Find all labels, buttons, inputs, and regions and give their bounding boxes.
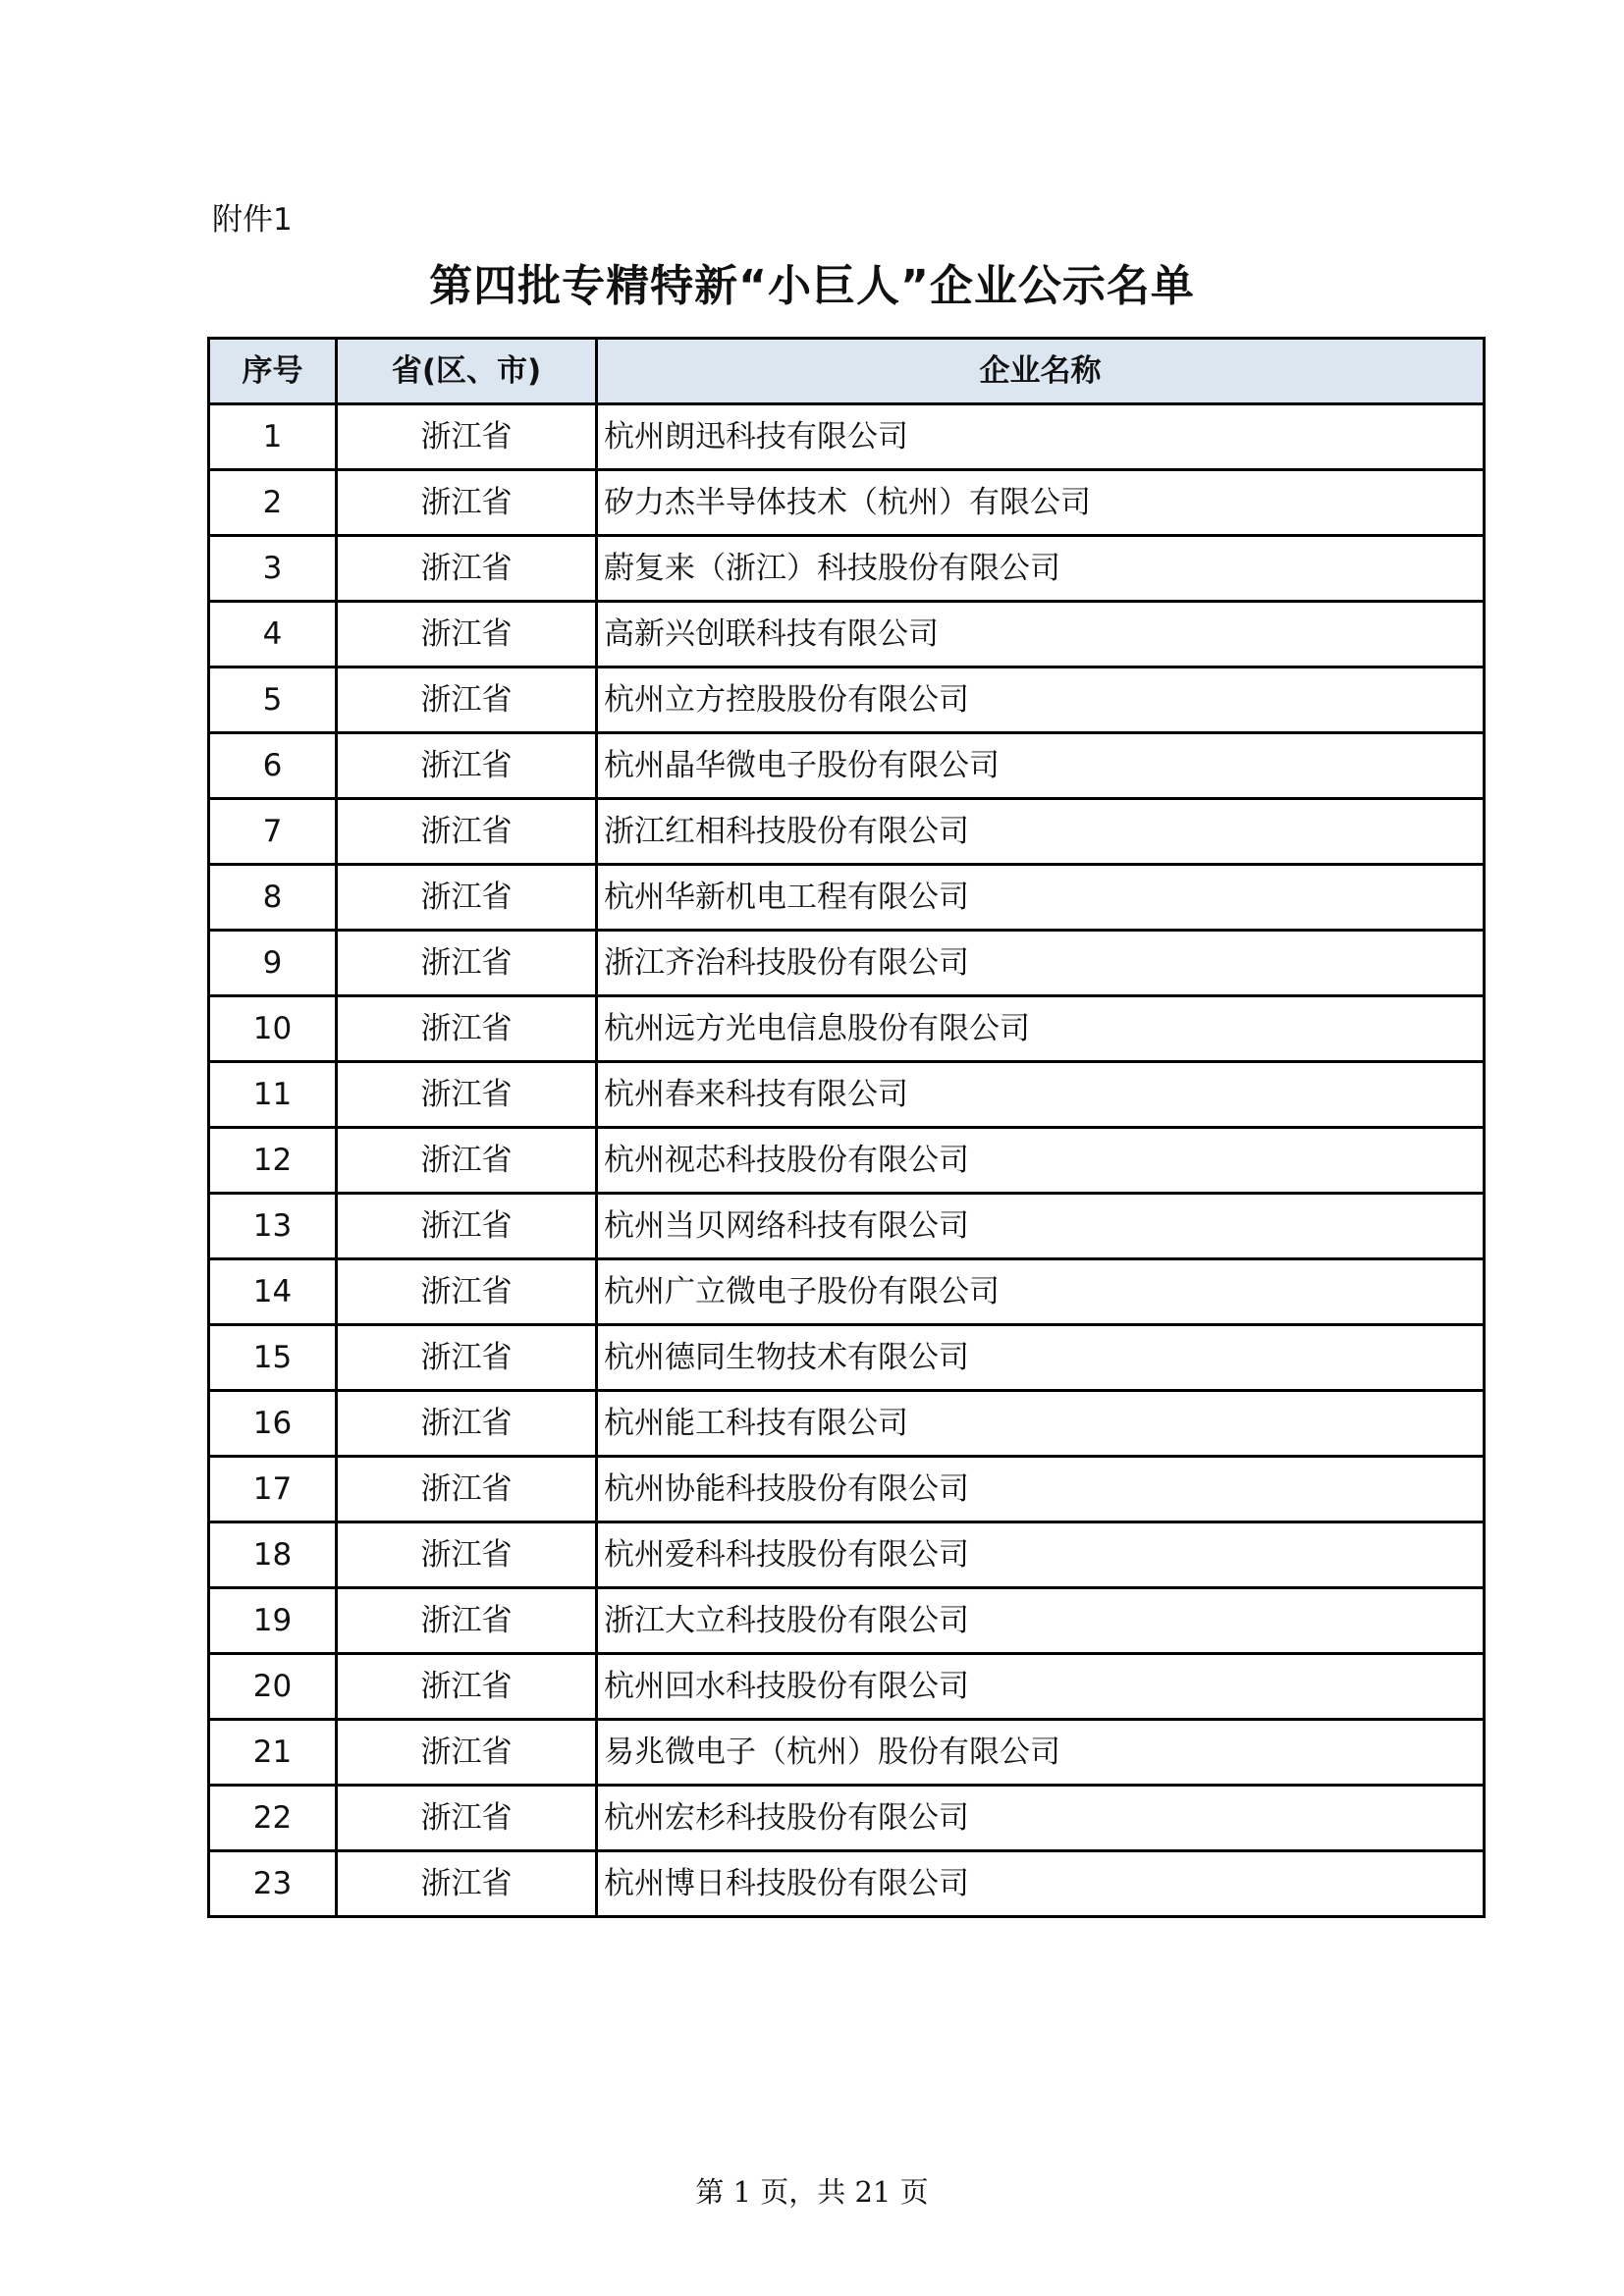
cell-province: 浙江省 xyxy=(337,733,597,799)
cell-serial-number: 11 xyxy=(209,1062,337,1128)
cell-province: 浙江省 xyxy=(337,1522,597,1588)
header-company-name: 企业名称 xyxy=(597,339,1485,404)
cell-serial-number: 22 xyxy=(209,1786,337,1851)
table-row xyxy=(209,404,1485,470)
table-row xyxy=(209,1522,1485,1588)
table-row xyxy=(209,1391,1485,1457)
table-row xyxy=(209,1457,1485,1522)
cell-province: 浙江省 xyxy=(337,1654,597,1720)
cell-company-name: 杭州广立微电子股份有限公司 xyxy=(597,1259,1485,1325)
cell-company-name: 杭州回水科技股份有限公司 xyxy=(597,1654,1485,1720)
cell-serial-number: 13 xyxy=(209,1194,337,1259)
cell-company-name: 杭州能工科技有限公司 xyxy=(597,1391,1485,1457)
cell-company-name: 杭州立方控股股份有限公司 xyxy=(597,667,1485,733)
cell-serial-number: 17 xyxy=(209,1457,337,1522)
cell-company-name: 杭州远方光电信息股份有限公司 xyxy=(597,996,1485,1062)
cell-province: 浙江省 xyxy=(337,1851,597,1917)
cell-serial-number: 5 xyxy=(209,667,337,733)
cell-serial-number: 1 xyxy=(209,404,337,470)
cell-serial-number: 3 xyxy=(209,536,337,602)
table-row xyxy=(209,733,1485,799)
cell-company-name: 杭州协能科技股份有限公司 xyxy=(597,1457,1485,1522)
cell-province: 浙江省 xyxy=(337,404,597,470)
cell-serial-number: 20 xyxy=(209,1654,337,1720)
cell-company-name: 浙江大立科技股份有限公司 xyxy=(597,1588,1485,1654)
cell-province: 浙江省 xyxy=(337,602,597,667)
cell-company-name: 杭州华新机电工程有限公司 xyxy=(597,865,1485,931)
attachment-label: 附件1 xyxy=(212,202,293,238)
cell-company-name: 易兆微电子（杭州）股份有限公司 xyxy=(597,1720,1485,1786)
table-row xyxy=(209,1259,1485,1325)
table-row xyxy=(209,1062,1485,1128)
cell-province: 浙江省 xyxy=(337,1194,597,1259)
cell-province: 浙江省 xyxy=(337,667,597,733)
cell-serial-number: 2 xyxy=(209,470,337,536)
cell-province: 浙江省 xyxy=(337,1457,597,1522)
table-row xyxy=(209,1588,1485,1654)
cell-company-name: 杭州当贝网络科技有限公司 xyxy=(597,1194,1485,1259)
cell-province: 浙江省 xyxy=(337,536,597,602)
cell-company-name: 浙江红相科技股份有限公司 xyxy=(597,799,1485,865)
cell-serial-number: 7 xyxy=(209,799,337,865)
cell-company-name: 浙江齐治科技股份有限公司 xyxy=(597,931,1485,996)
cell-company-name: 杭州爱科科技股份有限公司 xyxy=(597,1522,1485,1588)
cell-company-name: 蔚复来（浙江）科技股份有限公司 xyxy=(597,536,1485,602)
document-title: 第四批专精特新“小巨人”企业公示名单 xyxy=(429,261,1195,311)
table-row xyxy=(209,667,1485,733)
cell-serial-number: 23 xyxy=(209,1851,337,1917)
table-row xyxy=(209,1325,1485,1391)
header-province: 省(区、市) xyxy=(337,339,597,404)
table-row xyxy=(209,602,1485,667)
cell-serial-number: 21 xyxy=(209,1720,337,1786)
page-number-footer: 第 1 页，共 21 页 xyxy=(695,2175,929,2209)
table-row xyxy=(209,1851,1485,1917)
cell-company-name: 杭州德同生物技术有限公司 xyxy=(597,1325,1485,1391)
cell-serial-number: 10 xyxy=(209,996,337,1062)
table-row xyxy=(209,931,1485,996)
cell-serial-number: 4 xyxy=(209,602,337,667)
cell-serial-number: 14 xyxy=(209,1259,337,1325)
table-row xyxy=(209,1654,1485,1720)
cell-serial-number: 16 xyxy=(209,1391,337,1457)
table-row xyxy=(209,1720,1485,1786)
cell-province: 浙江省 xyxy=(337,1128,597,1194)
table-row xyxy=(209,799,1485,865)
cell-province: 浙江省 xyxy=(337,1391,597,1457)
table-header-row xyxy=(209,339,1485,404)
table-row xyxy=(209,536,1485,602)
cell-serial-number: 15 xyxy=(209,1325,337,1391)
table-row xyxy=(209,1128,1485,1194)
header-serial-number: 序号 xyxy=(209,339,337,404)
cell-province: 浙江省 xyxy=(337,865,597,931)
table-row xyxy=(209,1786,1485,1851)
cell-company-name: 杭州朗迅科技有限公司 xyxy=(597,404,1485,470)
cell-province: 浙江省 xyxy=(337,931,597,996)
table-row xyxy=(209,470,1485,536)
table-row xyxy=(209,996,1485,1062)
cell-province: 浙江省 xyxy=(337,1588,597,1654)
cell-company-name: 杭州视芯科技股份有限公司 xyxy=(597,1128,1485,1194)
cell-serial-number: 18 xyxy=(209,1522,337,1588)
cell-company-name: 杭州宏杉科技股份有限公司 xyxy=(597,1786,1485,1851)
cell-province: 浙江省 xyxy=(337,470,597,536)
cell-province: 浙江省 xyxy=(337,799,597,865)
table-row xyxy=(209,1194,1485,1259)
cell-serial-number: 12 xyxy=(209,1128,337,1194)
cell-province: 浙江省 xyxy=(337,1062,597,1128)
cell-serial-number: 19 xyxy=(209,1588,337,1654)
cell-company-name: 杭州博日科技股份有限公司 xyxy=(597,1851,1485,1917)
cell-company-name: 矽力杰半导体技术（杭州）有限公司 xyxy=(597,470,1485,536)
cell-province: 浙江省 xyxy=(337,1720,597,1786)
company-list-table xyxy=(207,337,1486,1918)
cell-company-name: 高新兴创联科技有限公司 xyxy=(597,602,1485,667)
cell-company-name: 杭州春来科技有限公司 xyxy=(597,1062,1485,1128)
cell-province: 浙江省 xyxy=(337,1259,597,1325)
table-row xyxy=(209,865,1485,931)
cell-serial-number: 6 xyxy=(209,733,337,799)
table-body xyxy=(209,404,1485,1917)
cell-company-name: 杭州晶华微电子股份有限公司 xyxy=(597,733,1485,799)
cell-serial-number: 9 xyxy=(209,931,337,996)
cell-serial-number: 8 xyxy=(209,865,337,931)
cell-province: 浙江省 xyxy=(337,1786,597,1851)
cell-province: 浙江省 xyxy=(337,1325,597,1391)
cell-province: 浙江省 xyxy=(337,996,597,1062)
